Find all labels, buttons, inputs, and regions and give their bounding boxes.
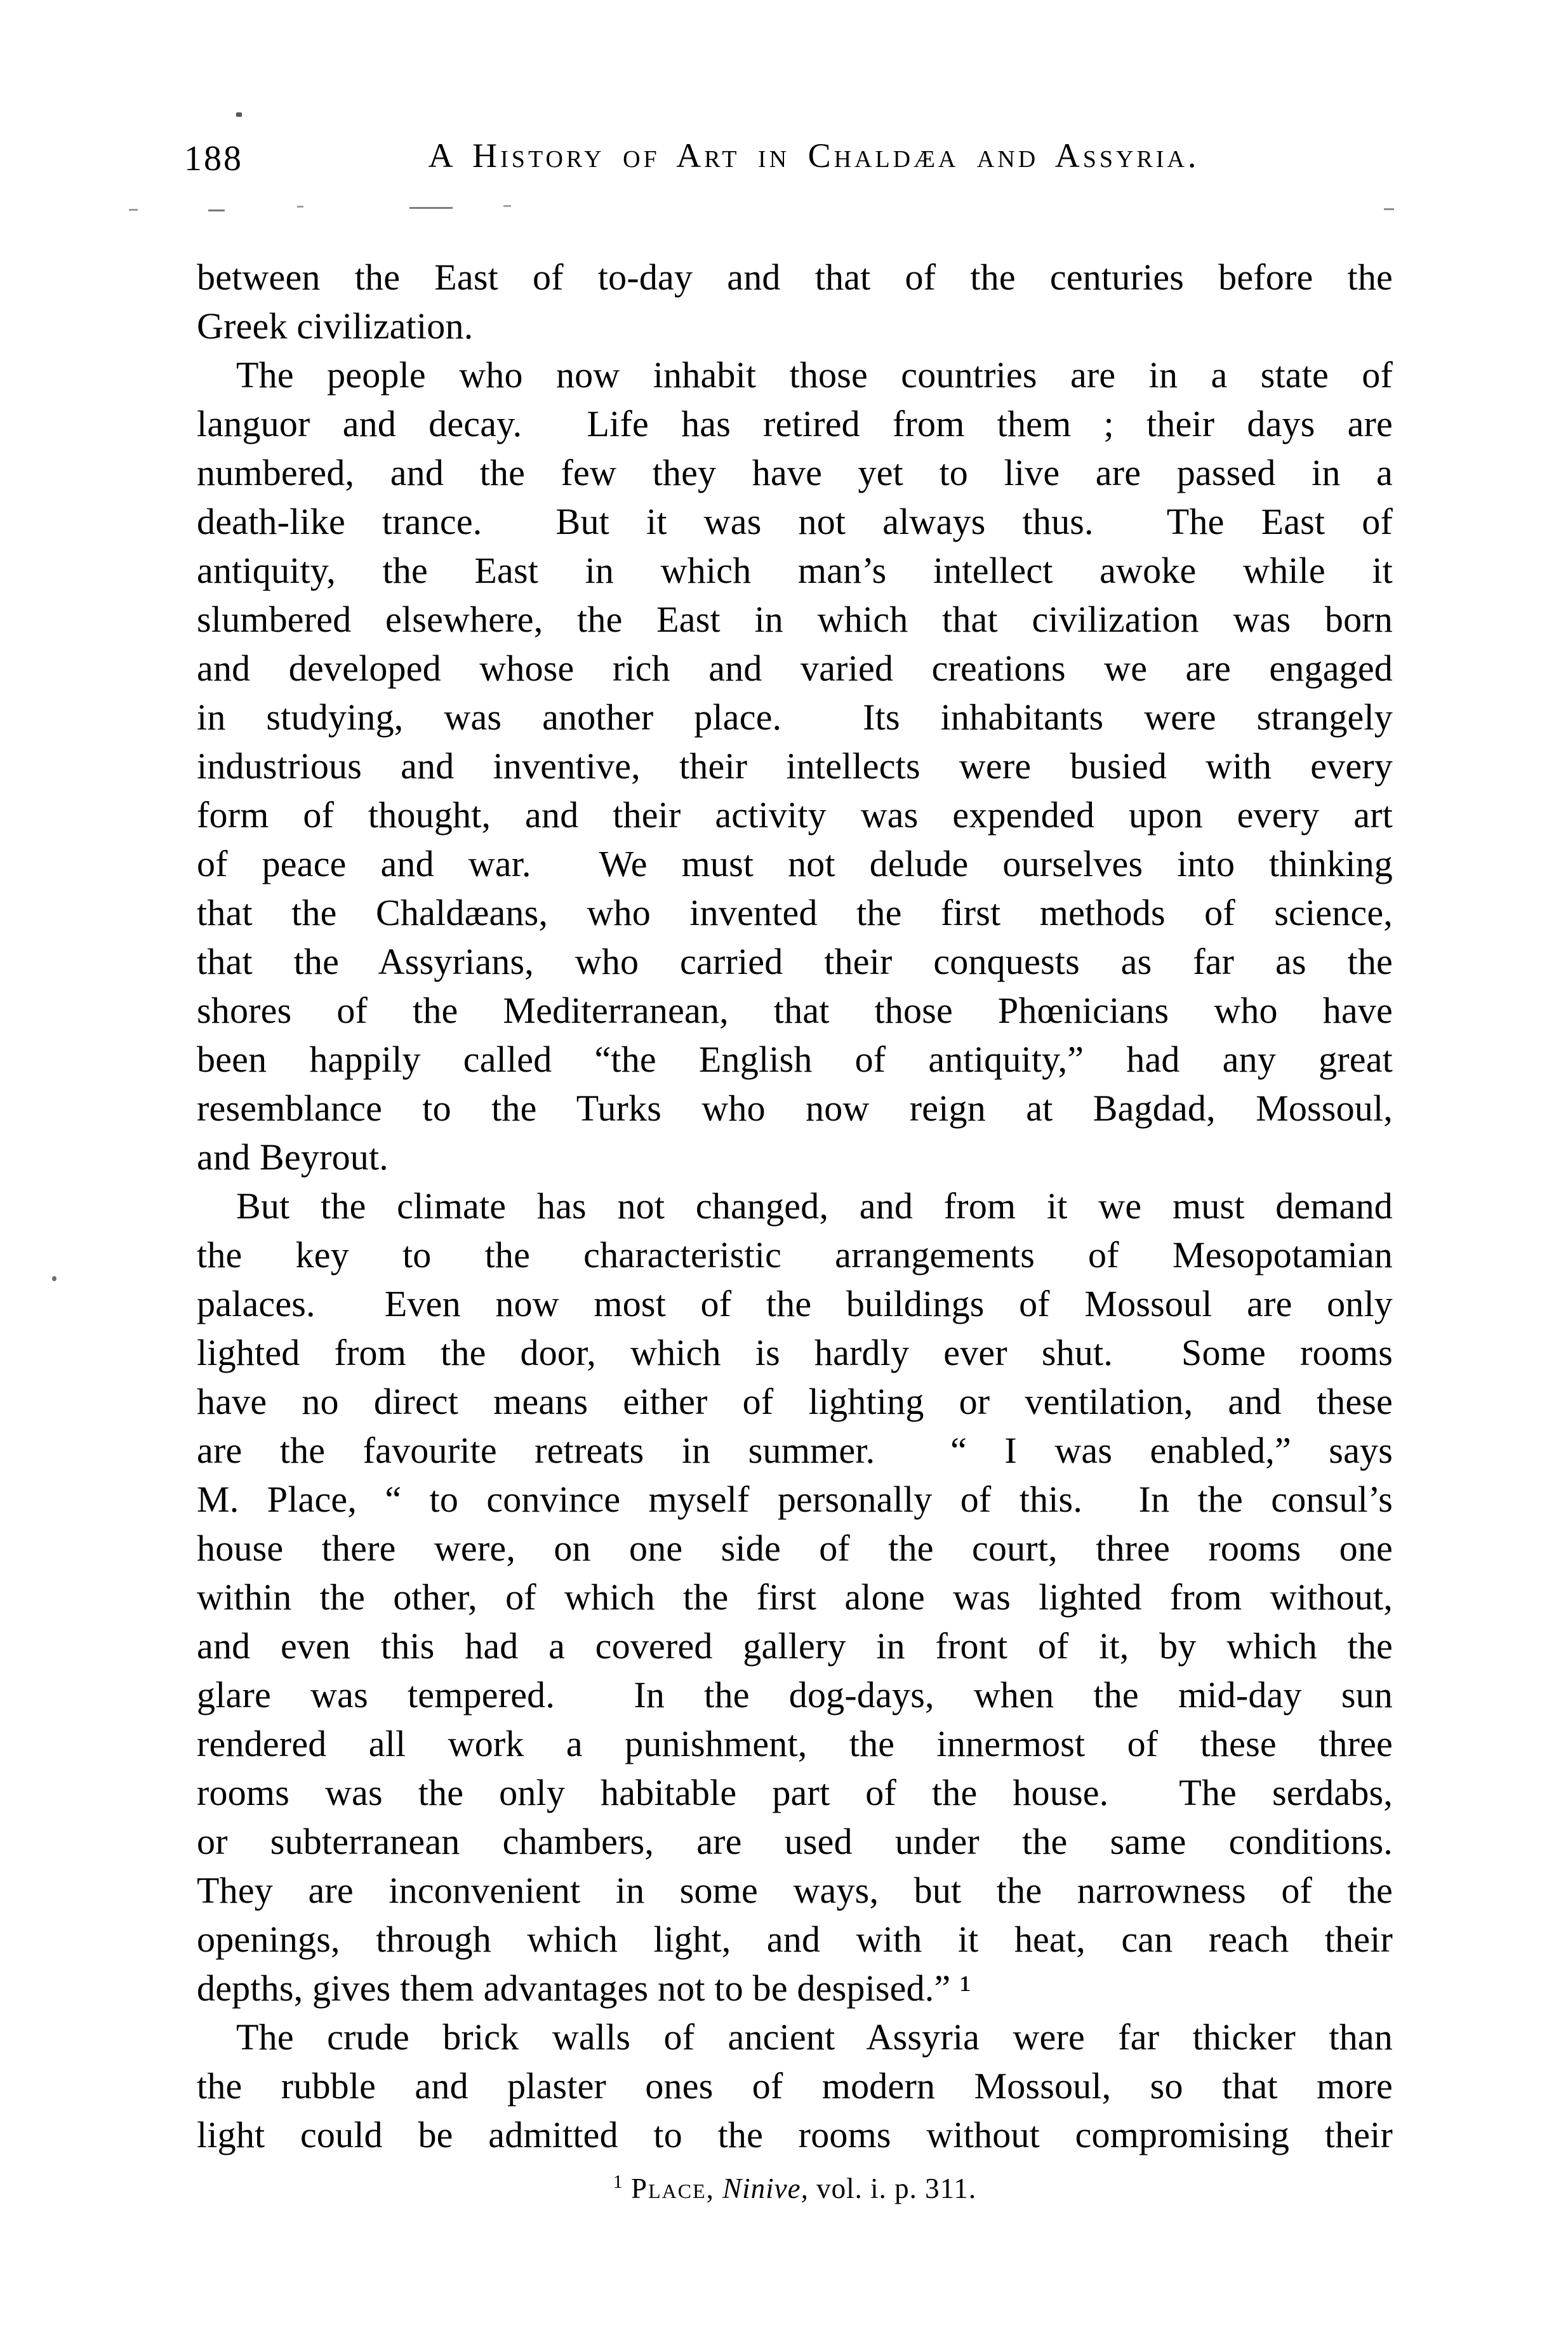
text-line: The crude brick walls of ancient Assyria were far thicker than — [236, 2016, 1393, 2058]
text-line: industrious and inventive, their intellects were busied with every — [197, 745, 1393, 787]
text-line: rendered all work a punishment, the innermost of these three — [197, 1723, 1393, 1764]
scan-speck — [236, 112, 242, 117]
header-rule-fragment — [129, 209, 138, 211]
header-rule-fragment — [208, 210, 225, 211]
page-number: 188 — [184, 139, 243, 178]
text-line: the rubble and plaster ones of modern Mossoul, so that more — [197, 2065, 1393, 2107]
paragraph — [197, 350, 1393, 1182]
header-rule-fragment — [1384, 208, 1394, 210]
margin-speck — [52, 1276, 56, 1281]
text-body — [197, 253, 1393, 2159]
text-line: shores of the Mediterranean, that those Phœnicians who have — [197, 990, 1393, 1031]
header-rule-fragment — [297, 206, 303, 208]
text-line: They are inconvenient in some ways, but the narrowness of the — [197, 1870, 1393, 1911]
text-line: death-like trance. But it was not always thus. The East of — [197, 501, 1393, 542]
paragraph — [197, 253, 1393, 350]
text-line: resemblance to the Turks who now reign at Bagdad, Mossoul, — [197, 1088, 1393, 1129]
text-line: depths, gives them advantages not to be despised.” ¹ — [197, 1968, 971, 2009]
text-line: openings, through which light, and with it heat, can reach their — [197, 1919, 1393, 1960]
footnote-title: Ninive, — [722, 2173, 809, 2204]
paragraph — [197, 1182, 1393, 2013]
text-line: M. Place, “ to convince myself personally of this. In the consul’s — [197, 1479, 1393, 1520]
text-line: But the climate has not changed, and from it we must demand — [236, 1185, 1393, 1227]
text-line: The people who now inhabit those countries are in a state of — [236, 354, 1393, 396]
text-line: form of thought, and their activity was expended upon every art — [197, 794, 1393, 836]
text-line: house there were, on one side of the court, three rooms one — [197, 1528, 1393, 1569]
text-line: are the favourite retreats in summer. “ I was enabled,” says — [197, 1430, 1393, 1471]
text-line: and even this had a covered gallery in front of it, by which the — [197, 1625, 1393, 1667]
text-line: antiquity, the East in which man’s intellect awoke while it — [197, 550, 1393, 591]
text-line: have no direct means either of lighting or ventilation, and these — [197, 1381, 1393, 1422]
text-line: of peace and war. We must not delude ourselves into thinking — [197, 843, 1393, 884]
page-header — [184, 136, 1393, 180]
text-line: the key to the characteristic arrangements of Mesopotamian — [197, 1234, 1393, 1275]
footnote-marker: 1 — [613, 2171, 623, 2192]
text-line: that the Chaldæans, who invented the first methods of science, — [197, 892, 1393, 933]
running-head-title: A History of Art in Chaldæa and Assyria. — [428, 137, 1200, 175]
text-line: that the Assyrians, who carried their conquests as far as the — [197, 941, 1393, 982]
text-line: palaces. Even now most of the buildings of Mossoul are only — [197, 1283, 1393, 1324]
text-line: glare was tempered. In the dog-days, when the mid-day sun — [197, 1674, 1393, 1715]
paragraph — [197, 2013, 1393, 2159]
text-line: within the other, of which the first alone was lighted from without, — [197, 1576, 1393, 1618]
text-line: lighted from the door, which is hardly ever shut. Some rooms — [197, 1332, 1393, 1373]
text-line: and Beyrout. — [197, 1136, 389, 1178]
text-line: light could be admitted to the rooms without compromising their — [197, 2114, 1393, 2155]
footnote-author: Place, — [631, 2173, 715, 2204]
text-line: numbered, and the few they have yet to live are passed in a — [197, 452, 1393, 493]
text-line: languor and decay. Life has retired from them ; their days are — [197, 403, 1393, 444]
text-line: been happily called “the English of antiquity,” had any great — [197, 1039, 1393, 1080]
text-line: and developed whose rich and varied creations we are engaged — [197, 648, 1393, 689]
text-line: in studying, was another place. Its inhabitants were strangely — [197, 696, 1393, 738]
footnote — [197, 2171, 1393, 2205]
text-line: slumbered elsewhere, the East in which that civilization was born — [197, 599, 1393, 640]
text-line: rooms was the only habitable part of the house. The serdabs, — [197, 1772, 1393, 1813]
text-line: or subterranean chambers, are used under the same conditions. — [197, 1821, 1393, 1862]
footnote-citation: vol. i. p. 311. — [816, 2173, 977, 2204]
header-rule-fragment — [503, 205, 511, 207]
text-line: Greek civilization. — [197, 305, 474, 347]
header-rule-fragment — [409, 207, 453, 209]
text-line: between the East of to-day and that of the centuries before the — [197, 256, 1393, 298]
